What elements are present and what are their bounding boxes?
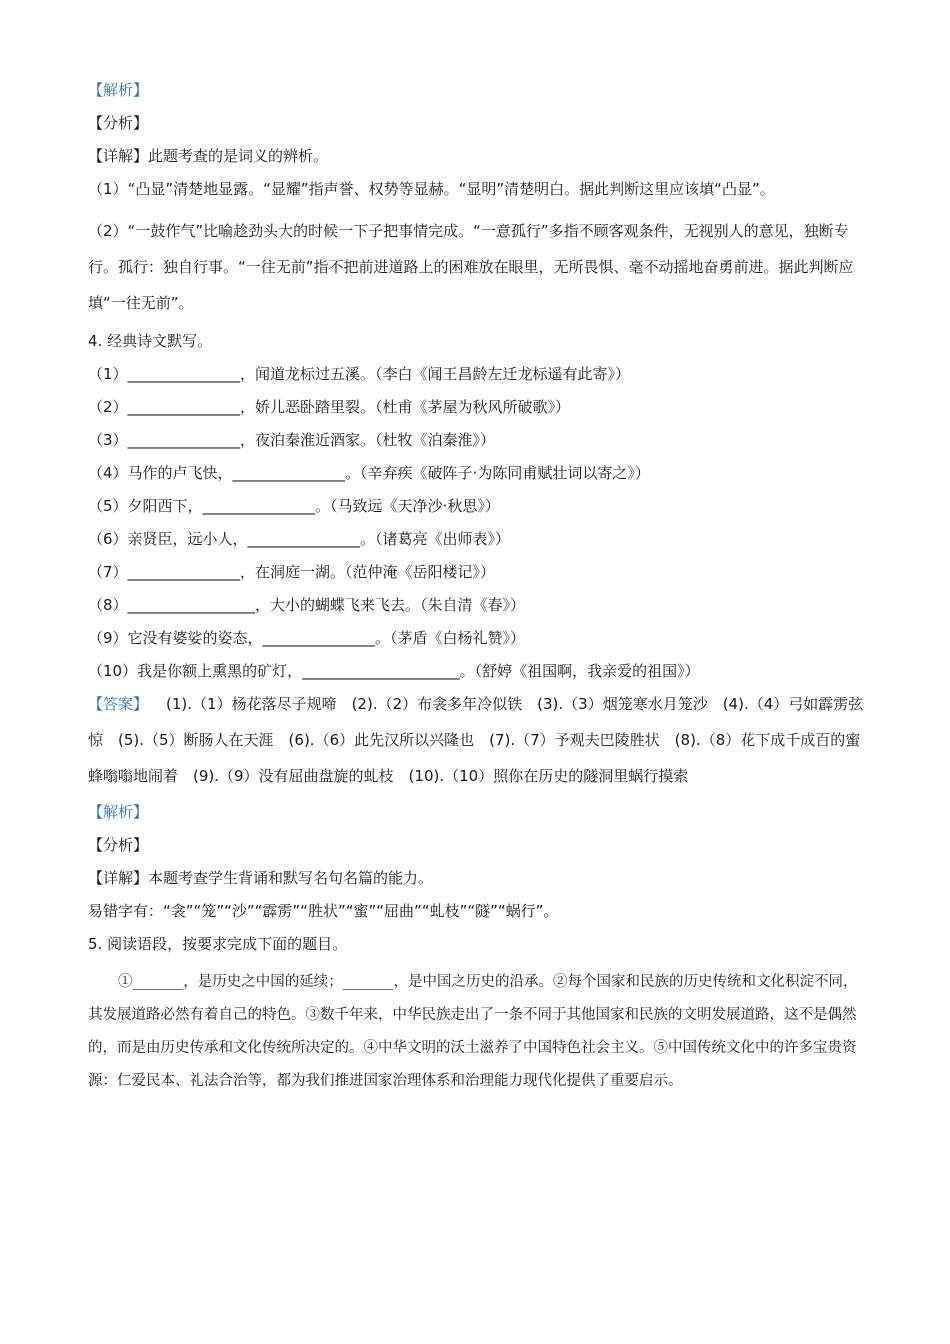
detail-text: 本题考查学生背诵和默写名句名篇的能力。 [148,869,434,887]
question-title: 4. 经典诗文默写。 [88,332,213,350]
reading-passage: ①_______，是历史之中国的延续；_______，是中国之历史的沿承。②每个国家和民族的历史传统和文化积淀不同，其发展道路必然有着自己的特色。③数千年来，中华民族走出了一条不同于其他国家和民族的文明发展道路，这不是偶然的，而是由历史传承和文化传统所决定的。④中华文明的沃土滋养了中国特色社会主义。⑤中国传统文化中的许多宝贵资源：仁爱民本、礼法合治等，都为我们推进国家治理体系和治理能力现代化提供了重要启示。 [88,974,858,1089]
document-page [88,78,868,1098]
section-tag-jiexi: 【解析】 [88,81,149,99]
detail-line [88,866,868,890]
detail-text: 此题考查的是词义的辨析。 [148,147,329,165]
section-tag-fenxi: 【分析】 [88,114,149,132]
detail-line [88,144,868,168]
question-item: （10）我是你额上熏黑的矿灯，_____________________。（舒婷《祖国啊，我亲爱的祖国》） [88,662,700,680]
question-item: （7）_______________，在洞庭一湖。（范仲淹《岳阳楼记》） [88,563,496,581]
answer-text: (1).（1）杨花落尽子规啼 (2).（2）布衾多年冷似铁 (3).（3）烟笼寒水月笼沙 (4).（4）弓如霹雳弦惊 (5).（5）断肠人在天涯 (6).（6）此先汉所以兴隆也 (7).（7）予观夫巴陵胜状 (8).（8）花下成千成百的蜜蜂嗡嗡地闹着 (9).（9）没有屈曲盘旋的虬枝 (10).（10）照你在历史的隧洞里蜗行摸索 [88,695,864,785]
question-item: （6）亲贤臣，远小人，_______________。（诸葛亮《出师表》） [88,530,511,548]
section-tag-xiangjie: 【详解】 [88,869,149,887]
question-item: （1）_______________，闻道龙标过五溪。（李白《闻王昌龄左迁龙标遥有此寄》） [88,365,631,383]
error-prone-chars: 易错字有：“衾”“笼”“沙”“霹雳”“胜状”“蜜”“屈曲”“虬枝”“隧”“蜗行”。 [88,902,559,920]
section-tag-xiangjie: 【详解】 [88,147,149,165]
section-tag-jiexi: 【解析】 [88,803,149,821]
question-item: （3）_______________，夜泊秦淮近酒家。（杜牧《泊秦淮》） [88,431,496,449]
section-tag-fenxi: 【分析】 [88,836,149,854]
question-item: （5）夕阳西下，_______________。（马致远《天净沙·秋思》） [88,497,500,515]
question-item: （4）马作的卢飞快，_______________。（辛弃疾《破阵子·为陈同甫赋壮词以寄之》） [88,464,650,482]
answer-block [88,686,868,794]
question-item: （9）它没有婆娑的姿态，_______________。（茅盾《白杨礼赞》） [88,629,526,647]
explanation-paragraph: （1）“凸显”清楚地显露。“显耀”指声誉、权势等显赫。“显明”清楚明白。据此判断这里应该填“凸显”。 [88,180,775,198]
explanation-paragraph: （2）“一鼓作气”比喻趁劲头大的时候一下子把事情完成。“一意孤行”多指不顾客观条件，无视别人的意见，独断专行。孤行：独自行事。“一往无前”指不把前进道路上的困难放在眼里，无所畏惧、毫不动摇地奋勇前进。据此判断应填“一往无前”。 [88,222,854,312]
question-item: （8）_________________，大小的蝴蝶飞来飞去。（朱自清《春》） [88,596,526,614]
answer-tag: 【答案】 [88,695,149,713]
question-title: 5. 阅读语段，按要求完成下面的题目。 [88,935,348,953]
question-item: （2）_______________，娇儿恶卧踏里裂。（杜甫《茅屋为秋风所破歌》） [88,398,571,416]
